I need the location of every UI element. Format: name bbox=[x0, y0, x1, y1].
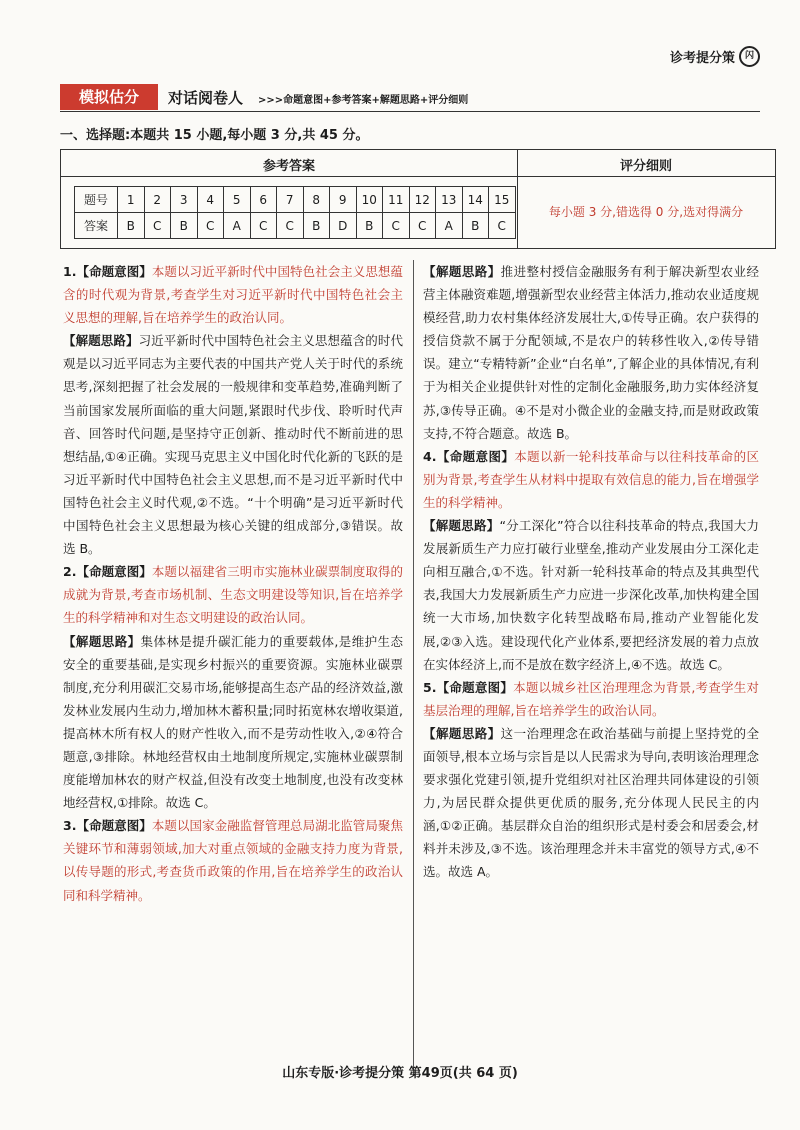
question-number-row bbox=[75, 187, 516, 213]
rubric-header: 评分细则 bbox=[619, 159, 672, 174]
question-1-solution bbox=[63, 329, 403, 560]
banner-tag: 模拟估分 bbox=[60, 84, 158, 110]
section-banner bbox=[60, 84, 760, 110]
question-number-cell: 10 bbox=[356, 187, 383, 213]
banner-title: 对话阅卷人 bbox=[168, 89, 244, 107]
intent-text: 本题以福建省三明市实施林业碳票制度取得的成就为背景,考查市场机制、生态文明建设等知识,旨在培养学生的科学精神和对生态文明建设的政治认同。 bbox=[63, 564, 403, 626]
solution-text: “分工深化”符合以往科技革命的特点,我国大力发展新质生产力应打破行业壁垒,推动产业发展由分工深化走向相互融合,①不选。针对新一轮科技革命的特点及其典型代表,我国大力发展新质生产力应进一步深化改革,加快构建全国统一大市场,加快数字化转型战略布局,推动产业智能化发展,②③入选。建设现代化产业体系,要把经济发展的着力点放在实体经济上,而不是放在数字经济上,④不选。故选 C。 bbox=[423, 518, 759, 672]
answer-grid bbox=[74, 186, 516, 239]
question-number-cell: 3 bbox=[171, 187, 198, 213]
rubric-text: 每小题 3 分,错选得 0 分,选对得满分 bbox=[548, 205, 744, 219]
right-column bbox=[423, 260, 759, 884]
solution-label: 【解题思路】 bbox=[423, 518, 500, 534]
answer-cell: C bbox=[409, 213, 436, 239]
answer-header: 参考答案 bbox=[262, 159, 315, 174]
solution-text: 推进整村授信金融服务有利于解决新型农业经营主体融资难题,增强新型农业经营主体活力,推动农业适度规模经营,助力农村集体经济发展壮大,①传导正确。农户获得的授信贷款不属于分配领域,不是农户的转移性收入,②传导错误。建立“专精特新”企业“白名单”,了解企业的具体情况,有利于为相关企业提供针对性的定制化金融服务,助力实体经济复苏,③传导正确。④不是对小微企业的金融支持,而是财政政策支持,不符合题意。故选 B。 bbox=[423, 264, 759, 441]
question-3-number: 3. bbox=[63, 818, 77, 834]
brand-title: 诊考提分策 bbox=[669, 51, 735, 66]
answer-cell: C bbox=[250, 213, 277, 239]
question-3-solution bbox=[423, 260, 759, 445]
intent-text: 本题以国家金融监督管理总局湖北监管局聚焦关键环节和薄弱领域,加大对重点领域的金融支持力度为背景,以传导题的形式,考查货币政策的作用,旨在培养学生的政治认同和科学精神。 bbox=[63, 818, 403, 903]
question-number-cell: 5 bbox=[224, 187, 251, 213]
question-5 bbox=[423, 676, 759, 722]
question-number-cell: 12 bbox=[409, 187, 436, 213]
page-footer: 山东专版·诊考提分策 第49页(共 64 页) bbox=[282, 1066, 518, 1081]
intent-text: 本题以城乡社区治理理念为背景,考查学生对基层治理的理解,旨在培养学生的政治认同。 bbox=[423, 679, 759, 718]
question-4-solution bbox=[423, 514, 759, 676]
row-label-number: 题号 bbox=[75, 187, 118, 213]
question-number-cell: 6 bbox=[250, 187, 277, 213]
intent-label: 【命题意图】 bbox=[76, 264, 152, 279]
answer-cell: A bbox=[224, 213, 251, 239]
question-number-cell: 7 bbox=[277, 187, 304, 213]
answer-cell: C bbox=[383, 213, 410, 239]
solution-text: 习近平新时代中国特色社会主义思想蕴含的时代观是以习近平同志为主要代表的中国共产党人关于时代的系统思考,深刻把握了社会发展的一般规律和变革趋势,准确判断了当前国家发展所面临的重大问题,紧跟时代步伐、聆听时代声音、回答时代问题,是坚持守正创新、推动时代不断前进的思想结晶,①④正确。实现马克思主义中国化时代化新的飞跃的是习近平新时代中国特色社会主义思想,而不是习近平新时代中国特色社会主义时代观,②不选。“十个明确”是习近平新时代中国特色社会主义思想最为核心关键的组成部分,③错误。故选 B。 bbox=[63, 333, 403, 557]
left-column bbox=[63, 260, 403, 907]
answer-cell: D bbox=[330, 213, 357, 239]
banner-divider bbox=[60, 111, 760, 112]
question-number-cell: 13 bbox=[436, 187, 463, 213]
row-label-answer: 答案 bbox=[75, 213, 118, 239]
answer-cell: C bbox=[144, 213, 171, 239]
answer-header-rule bbox=[61, 176, 775, 177]
answer-row bbox=[75, 213, 516, 239]
question-number-cell: 14 bbox=[462, 187, 489, 213]
intent-label: 【命题意图】 bbox=[436, 679, 514, 695]
question-1-number: 1. bbox=[63, 264, 77, 279]
answer-cell: A bbox=[436, 213, 463, 239]
answer-cell: B bbox=[303, 213, 330, 239]
solution-text: 这一治理理念在政治基础与前提上坚持党的全面领导,根本立场与宗旨是以人民需求为导向,表明该治理理念要求强化党建引领,提升党组织对社区治理共同体建设的引领力,为居民群众提供更优质的服务,充分体现人民民主的内涵,①②正确。基层群众自治的组织形式是村委会和居委会,材料并未涉及,③不选。该治理理念并未丰富党的领导方式,④不选。故选 A。 bbox=[423, 725, 759, 880]
answer-cell: C bbox=[489, 213, 516, 239]
intent-label: 【命题意图】 bbox=[436, 448, 515, 464]
answer-cell: C bbox=[277, 213, 304, 239]
answer-cell: C bbox=[197, 213, 224, 239]
answer-cell: B bbox=[171, 213, 198, 239]
question-2 bbox=[63, 560, 403, 629]
question-number-cell: 9 bbox=[330, 187, 357, 213]
question-4 bbox=[423, 445, 759, 514]
question-1 bbox=[63, 260, 403, 329]
question-number-cell: 8 bbox=[303, 187, 330, 213]
question-2-solution bbox=[63, 630, 403, 815]
question-number-cell: 4 bbox=[197, 187, 224, 213]
solution-text: 集体林是提升碳汇能力的重要载体,是维护生态安全的重要基础,是实现乡村振兴的重要资源。实施林业碳票制度,充分利用碳汇交易市场,能够提高生态产品的经济效益,激发林业发展内生动力,增加林木蓄积量;同时拓宽林农增收渠道,提高林木所有权人的财产性收入,而不是劳动性收入,②④符合题意,③排除。林地经营权由土地制度所规定,实施林业碳票制度能增加林农的财产权益,但没有改变土地制度,也没有改变林地经营权,①排除。故选 C。 bbox=[63, 633, 403, 811]
solution-label: 【解题思路】 bbox=[63, 633, 141, 649]
intent-text: 本题以习近平新时代中国特色社会主义思想蕴含的时代观为背景,考查学生对习近平新时代中国特色社会主义思想的理解,旨在培养学生的政治认同。 bbox=[63, 264, 403, 326]
question-3 bbox=[63, 814, 403, 906]
brand-logo-icon: 闪 bbox=[739, 46, 760, 67]
brand-header bbox=[670, 46, 760, 67]
solution-label: 【解题思路】 bbox=[423, 264, 501, 279]
question-number-cell: 15 bbox=[489, 187, 516, 213]
answer-table-box bbox=[60, 149, 776, 249]
section-title: 一、选择题:本题共 15 小题,每小题 3 分,共 45 分。 bbox=[60, 128, 369, 143]
question-2-number: 2. bbox=[63, 564, 77, 580]
question-5-number: 5. bbox=[423, 679, 437, 695]
answer-cell: B bbox=[118, 213, 145, 239]
solution-label: 【解题思路】 bbox=[63, 333, 139, 349]
question-4-number: 4. bbox=[423, 448, 437, 464]
banner-subtitle: >>>命题意图+参考答案+解题思路+评分细则 bbox=[258, 95, 469, 106]
answer-cell: B bbox=[462, 213, 489, 239]
question-number-cell: 2 bbox=[144, 187, 171, 213]
question-number-cell: 11 bbox=[383, 187, 410, 213]
solution-label: 【解题思路】 bbox=[423, 725, 501, 741]
intent-text: 本题以新一轮科技革命与以往科技革命的区别为背景,考查学生从材料中提取有效信息的能力,旨在增强学生的科学精神。 bbox=[423, 448, 759, 510]
question-number-cell: 1 bbox=[118, 187, 145, 213]
answer-cell: B bbox=[356, 213, 383, 239]
question-5-solution bbox=[423, 722, 759, 884]
intent-label: 【命题意图】 bbox=[76, 818, 152, 834]
intent-label: 【命题意图】 bbox=[76, 564, 152, 580]
